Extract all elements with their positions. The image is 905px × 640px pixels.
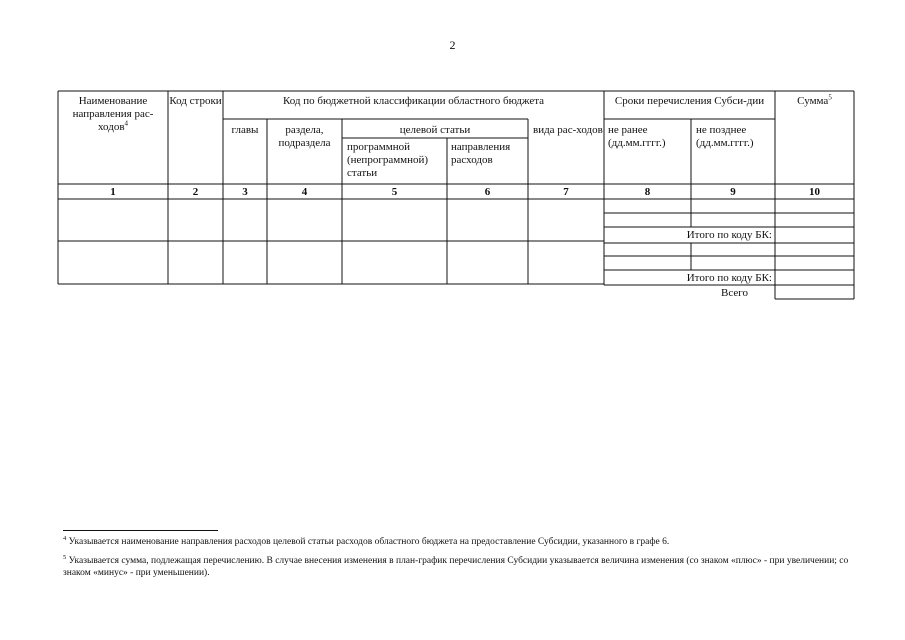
header-expense-direction: направления расходов bbox=[451, 141, 511, 166]
grand-total-label: Всего bbox=[721, 287, 748, 299]
column-number: 10 bbox=[809, 186, 820, 198]
footnote-separator bbox=[63, 530, 218, 531]
bk-total-label: Итого по коду БК: bbox=[686, 272, 772, 284]
header-sum: Сумма$^5$ bbox=[797, 93, 832, 107]
header-expense-direction-name: Наименование направления рас-ходов$^4$ bbox=[72, 95, 154, 133]
header-transfer-terms: Сроки перечисления Субси-дии bbox=[614, 95, 765, 107]
header-chapter: главы bbox=[231, 124, 259, 136]
footnote-4: $^4$ Указывается наименование направления расходов целевой статьи расходов областного бюджета на предоставление Субсидии, указанного в графе 6. bbox=[63, 534, 670, 547]
header-not-later: не позднее (дд.мм.гггг.) bbox=[696, 124, 754, 149]
column-number: 8 bbox=[644, 186, 651, 198]
footnote-5: $^5$ Указывается сумма, подлежащая перечислению. В случае внесения изменения в план-график перечисления Субсидии указывается величина изменения (со знаком «плюс» - при увеличении; со знаком «минус» - при уменьшении). bbox=[63, 553, 849, 578]
column-number: 2 bbox=[192, 186, 199, 198]
column-number: 7 bbox=[563, 186, 569, 198]
column-number: 4 bbox=[301, 186, 308, 198]
header-section: раздела, подраздела bbox=[278, 124, 331, 149]
column-number: 6 bbox=[484, 186, 491, 198]
header-line-code: Код строки bbox=[169, 95, 222, 107]
header-expense-type: вида рас-ходов bbox=[533, 124, 603, 136]
bk-total-label: Итого по коду БК: bbox=[686, 229, 772, 241]
column-number: 3 bbox=[242, 186, 248, 198]
header-target-item: целевой статьи bbox=[399, 124, 471, 136]
column-number: 5 bbox=[391, 186, 398, 198]
header-program-item: программной (непрограммной) статьи bbox=[347, 141, 429, 179]
header-not-earlier: не ранее (дд.мм.гггг.) bbox=[608, 124, 666, 149]
header-budget-classification-code: Код по бюджетной классификации областного бюджета bbox=[282, 95, 545, 107]
column-number: 1 bbox=[110, 186, 116, 198]
page-number: 2 bbox=[449, 38, 456, 52]
column-number: 9 bbox=[730, 186, 736, 198]
